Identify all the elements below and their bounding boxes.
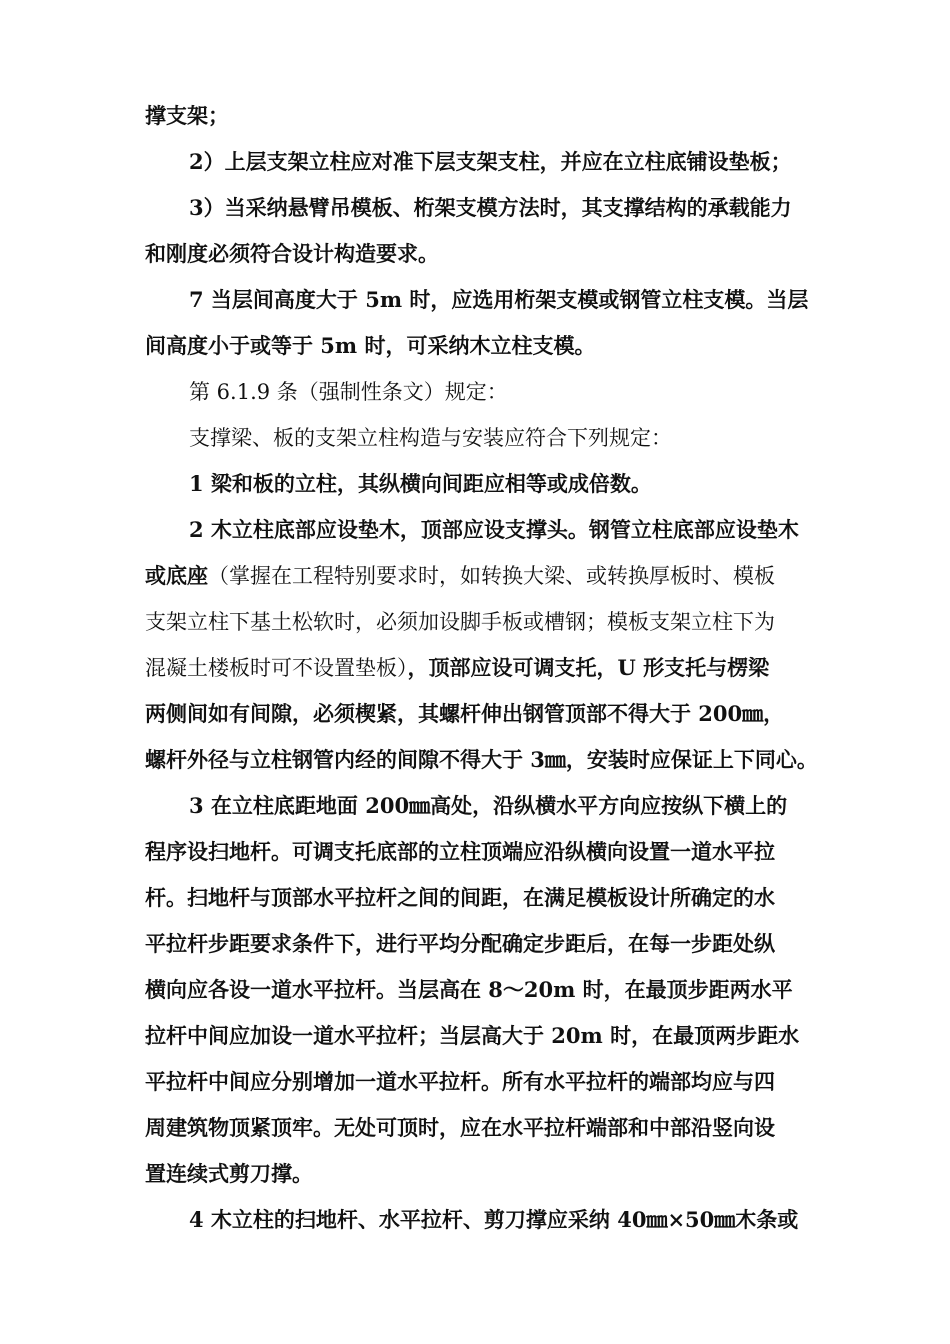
text-line: 螺杆外径与立柱钢管内经的间隙不得大于 3㎜，安装时应保证上下同心。 — [145, 747, 818, 772]
text-line: 2）上层支架立柱应对准下层支架支柱，并应在立柱底铺设垫板； — [189, 149, 792, 174]
text-line: 两侧间如有间隙，必须楔紧，其螺杆伸出钢管顶部不得大于 200㎜， — [145, 701, 785, 726]
text-line: 和刚度必须符合设计构造要求。 — [145, 241, 439, 266]
text-line: 支架立柱下基土松软时，必须加设脚手板或槽钢；模板支架立柱下为 — [145, 610, 775, 634]
text-line: 2 木立柱底部应设垫木，顶部应设支撑头。钢管立柱底部应设垫木 — [189, 517, 799, 542]
text-line: 杆。扫地杆与顶部水平拉杆之间的间距，在满足模板设计所确定的水 — [145, 885, 775, 910]
text-line: 平拉杆中间应分别增加一道水平拉杆。所有水平拉杆的端部均应与四 — [145, 1069, 775, 1094]
text-line: 平拉杆步距要求条件下，进行平均分配确定步距后，在每一步距处纵 — [145, 931, 775, 956]
text-line: 1 梁和板的立柱，其纵横向间距应相等或成倍数。 — [189, 471, 652, 496]
text-line: 3 在立柱底距地面 200㎜高处，沿纵横水平方向应按纵下横上的 — [189, 793, 788, 818]
text-line: 横向应各设一道水平拉杆。当层高在 8～20m 时，在最顶步距两水平 — [145, 977, 793, 1002]
text-line: 间高度小于或等于 5m 时，可采纳木立柱支模。 — [145, 333, 596, 358]
text-run-bold: ，顶部应设可调支托，U 形支托与楞梁 — [407, 655, 770, 680]
text-line: 3）当采纳悬臂吊模板、桁架支模方法时，其支撑结构的承载能力 — [189, 195, 792, 220]
text-line — [145, 648, 845, 688]
text-line: 拉杆中间应加设一道水平拉杆；当层高大于 20m 时，在最顶两步距水 — [145, 1023, 800, 1048]
text-line: 置连续式剪刀撑。 — [145, 1161, 313, 1186]
text-run-normal: 混凝土楼板时可不设置垫板） — [145, 656, 408, 680]
text-line: 4 木立柱的扫地杆、水平拉杆、剪刀撑应采纳 40㎜×50㎜木条或 — [189, 1207, 799, 1232]
text-line: 7 当层间高度大于 5m 时，应选用桁架支模或钢管立柱支模。当层 — [189, 287, 809, 312]
text-line: 撑支架； — [145, 103, 229, 128]
text-run-bold: 或底座 — [145, 563, 208, 588]
text-line — [145, 556, 845, 596]
text-line: 周建筑物顶紧顶牢。无处可顶时，应在水平拉杆端部和中部沿竖向设 — [145, 1115, 775, 1140]
text-line: 第 6.1.9 条（强制性条文）规定： — [189, 380, 508, 404]
text-line: 支撑梁、板的支架立柱构造与安装应符合下列规定： — [189, 426, 672, 450]
text-line: 程序设扫地杆。可调支托底部的立柱顶端应沿纵横向设置一道水平拉 — [145, 839, 775, 864]
text-run-normal: （掌握在工程特别要求时，如转换大梁、或转换厚板时、模板 — [208, 564, 775, 588]
